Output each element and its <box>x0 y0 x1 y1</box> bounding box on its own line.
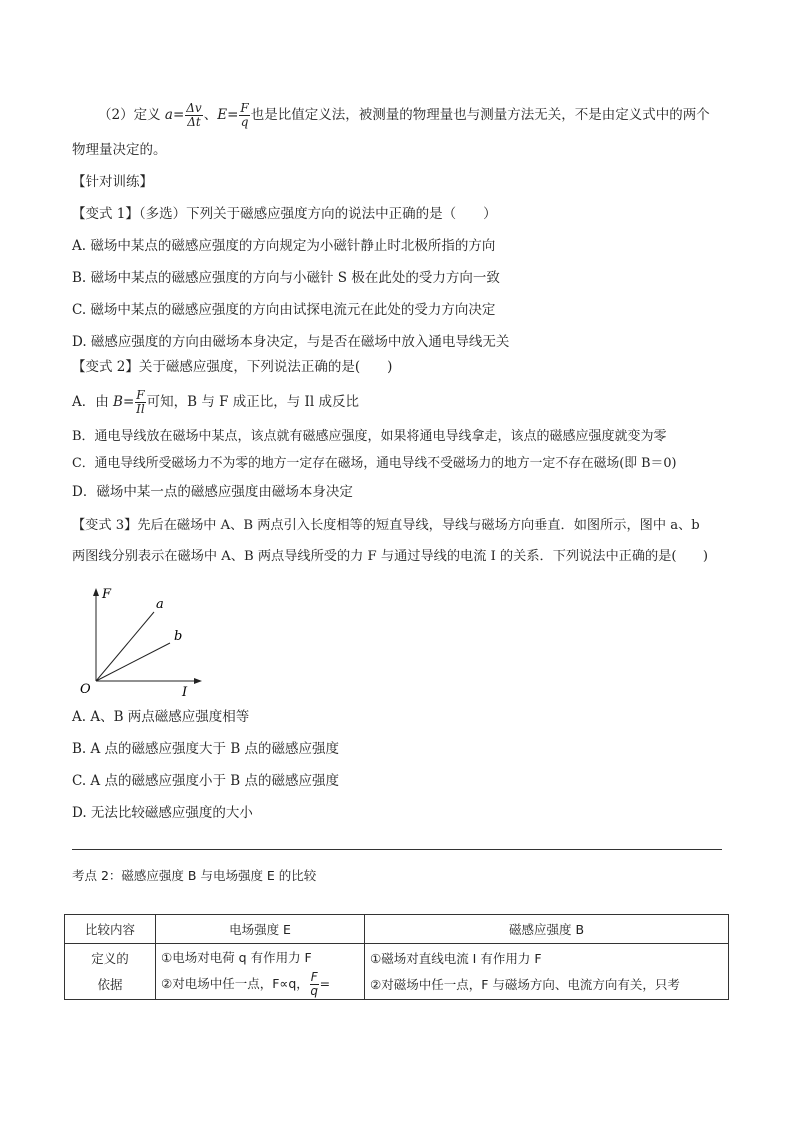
kaodian-heading: 考点 2：磁感应强度 B 与电场强度 E 的比较 <box>72 868 317 883</box>
var-a: a <box>164 107 173 123</box>
fraction-F-Il: $\frac{F}{Il}$ <box>136 388 145 416</box>
section-divider <box>72 849 722 850</box>
variant-2-option-c: C．通电导线所受磁场力不为零的地方一定存在磁场，通电导线不受磁场力的地方一定不存在磁场(即 B＝0) <box>72 456 677 471</box>
header-magnetic-field: 磁感应强度 B <box>365 915 729 944</box>
variant-2-title: 【变式 2】关于磁感应强度，下列说法正确的是( ) <box>72 359 393 375</box>
comparison-table <box>64 914 729 1000</box>
variant-3-title-line-1: 【变式 3】先后在磁场中 A、B 两点引入长度相等的短直导线，导线与磁场方向垂直．如图所示，图中 a、b <box>72 518 700 533</box>
variant-1-option-c: C. 磁场中某点的磁感应强度的方向由试探电流元在此处的受力方向决定 <box>72 302 496 318</box>
fraction-F-q: $\frac{F}{q}$ <box>240 101 249 129</box>
variant-2-option-d: D．磁场中某一点的磁感应强度由磁场本身决定 <box>72 484 353 500</box>
x-axis-label: I <box>182 685 188 698</box>
line-a-label: a <box>156 597 164 612</box>
variant-3-title-line-2: 两图线分别表示在磁场中 A、B 两点导线所受的力 F 与通过导线的电流 I 的关系．下列说法中正确的是( ) <box>72 549 709 564</box>
variant-1-option-d: D. 磁感应强度的方向由磁场本身决定，与是否在磁场中放入通电导线无关 <box>72 334 510 350</box>
origin-label: O <box>80 682 91 697</box>
definition-line-2: 物理量决定的。 <box>72 142 167 158</box>
f-i-graph <box>78 586 208 698</box>
variant-3-option-b: B. A 点的磁感应强度大于 B 点的磁感应强度 <box>72 741 340 757</box>
line-a <box>96 612 154 681</box>
variant-1-option-b: B. 磁场中某点的磁感应强度的方向与小磁针 S 极在此处的受力方向一致 <box>72 270 500 286</box>
variant-3-option-c: C. A 点的磁感应强度小于 B 点的磁感应强度 <box>72 773 339 789</box>
y-axis-arrow <box>93 588 99 596</box>
x-axis-arrow <box>194 678 202 684</box>
cell-magnetic-definition: ①磁场对直线电流 I 有作用力 F ②对磁场中任一点，F 与磁场方向、电流方向有关，只考 <box>365 944 729 1000</box>
fraction-dv-dt: $\frac{\Delta v}{\Delta t}$ <box>186 101 202 129</box>
variant-2-option-a: A．由 B= $\frac{F}{Il}$ 可知，B 与 F 成正比，与 Il 成反比 <box>72 388 360 416</box>
variant-1-option-a: A. 磁场中某点的磁感应强度的方向规定为小磁针静止时北极所指的方向 <box>72 238 496 254</box>
variant-3-option-d: D. 无法比较磁感应强度的大小 <box>72 805 253 821</box>
variant-3-option-a: A. A、B 两点磁感应强度相等 <box>72 709 250 725</box>
line-b <box>96 643 170 681</box>
header-electric-field: 电场强度 E <box>156 915 365 944</box>
fraction-F-q-table: $\frac{F}{q}$ <box>310 970 319 998</box>
table-row <box>65 944 729 1000</box>
line-b-label: b <box>174 629 183 644</box>
cell-electric-definition: ①电场对电荷 q 有作用力 F ②对电场中任一点，F∝q， $\frac{F}{q}$ = <box>156 944 365 1000</box>
variant-1-title: 【变式 1】（多选）下列关于磁感应强度方向的说法中正确的是（ ） <box>72 206 497 222</box>
header-compare: 比较内容 <box>65 915 156 944</box>
y-axis-label: F <box>102 587 112 602</box>
table-header-row <box>65 915 729 944</box>
section-label: 【针对训练】 <box>72 174 153 190</box>
row-label-definition: 定义的 依据 <box>65 944 156 1000</box>
variant-2-option-b: B．通电导线放在磁场中某点，该点就有磁感应强度，如果将通电导线拿走，该点的磁感应强度就变为零 <box>72 429 667 444</box>
definition-line-1: （2）定义 a= $\frac{\Delta v}{\Delta t}$ 、E= $\frac{F}{q}$ 也是比值定义法，被测量的物理量也与测量方法无关，不是由定义式中的两个 <box>98 101 710 129</box>
